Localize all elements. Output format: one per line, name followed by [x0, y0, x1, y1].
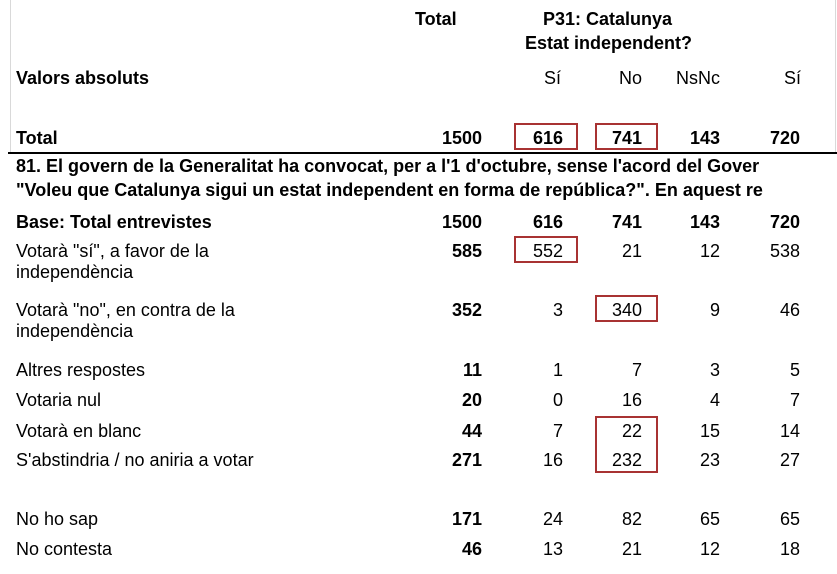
row-cell: 16 [621, 390, 642, 410]
highlight-box [595, 416, 658, 473]
row-label: Altres respostes [16, 360, 146, 380]
row-cell: 23 [699, 450, 720, 470]
base-row-cell: 1500 [441, 212, 482, 232]
row-total-cell: 352 [451, 300, 482, 320]
row-cell: 21 [621, 539, 642, 559]
highlight-box [595, 295, 658, 322]
total-row-cell: 1500 [441, 128, 482, 148]
total-row-cell: 143 [689, 128, 720, 148]
row-total-cell: 271 [451, 450, 482, 470]
row-cell: 18 [779, 539, 800, 559]
highlight-box [595, 123, 658, 150]
row-cell: 12 [699, 539, 720, 559]
row-cell: 13 [542, 539, 563, 559]
question-title: P31: Catalunya [543, 9, 673, 29]
row-cell: 12 [699, 241, 720, 261]
row-total-cell: 20 [461, 390, 482, 410]
question-subtitle: Estat independent? [525, 33, 693, 53]
row-label: No contesta [16, 539, 113, 559]
row-cell: 16 [542, 450, 563, 470]
base-row-cell: 720 [769, 212, 800, 232]
total-row-cell: 720 [769, 128, 800, 148]
row-cell: 15 [699, 421, 720, 441]
row-cell: 3 [552, 300, 563, 320]
base-row-cell: 143 [689, 212, 720, 232]
row-cell: 82 [621, 509, 642, 529]
row-cell: 65 [779, 509, 800, 529]
row-cell: 65 [699, 509, 720, 529]
total-row-cell: 741 [611, 128, 642, 148]
row-cell: 1 [552, 360, 563, 380]
row-label: Votarà en blanc [16, 421, 142, 441]
total-column-header: Total [415, 9, 457, 29]
row-cell: 46 [779, 300, 800, 320]
section-divider [8, 152, 837, 154]
question-text-line-2: "Voleu que Catalunya sigui un estat independent en forma de república?". En aquest re [16, 180, 763, 200]
base-row-cell: 616 [532, 212, 563, 232]
row-cell: 14 [779, 421, 800, 441]
row-total-cell: 585 [451, 241, 482, 261]
col-header-si: Sí [544, 68, 562, 88]
row-cell: 3 [709, 360, 720, 380]
question-text-line-1: 81. El govern de la Generalitat ha convocat, per a l'1 d'octubre, sense l'acord del Gover [16, 156, 760, 176]
base-row-label: Base: Total entrevistes [16, 212, 212, 232]
col-header-no: No [619, 68, 643, 88]
row-total-cell: 44 [461, 421, 482, 441]
row-cell: 538 [769, 241, 800, 261]
row-cell: 9 [709, 300, 720, 320]
row-cell: 27 [779, 450, 800, 470]
col-header-si-2: Sí [784, 68, 802, 88]
row-label: Votarà "sí", a favor de la independència [16, 241, 209, 282]
row-cell: 24 [542, 509, 563, 529]
right-guide-line [835, 0, 836, 152]
row-cell: 4 [709, 390, 720, 410]
highlight-box [514, 236, 578, 263]
row-label: Votaria nul [16, 390, 102, 410]
row-cell: 7 [631, 360, 642, 380]
row-cell: 0 [552, 390, 563, 410]
col-header-nsnc: NsNc [676, 68, 720, 88]
total-row-cell: 616 [532, 128, 563, 148]
row-cell: 7 [789, 390, 800, 410]
row-total-cell: 46 [461, 539, 482, 559]
row-label: S'abstindria / no aniria a votar [16, 450, 254, 470]
row-cell: 5 [789, 360, 800, 380]
row-label: Votarà "no", en contra de la independència [16, 300, 235, 341]
highlight-box [514, 123, 578, 150]
row-label: No ho sap [16, 509, 99, 529]
row-cell: 340 [611, 300, 642, 320]
row-cell: 7 [552, 421, 563, 441]
total-row-label: Total [16, 128, 58, 148]
row-total-cell: 171 [451, 509, 482, 529]
row-total-cell: 11 [462, 360, 482, 380]
left-guide-line [10, 0, 11, 152]
row-cell: 21 [621, 241, 642, 261]
row-cell: 232 [611, 450, 642, 470]
base-row-cell: 741 [611, 212, 642, 232]
row-cell: 552 [532, 241, 563, 261]
values-label: Valors absoluts [16, 68, 150, 88]
row-cell: 22 [621, 421, 642, 441]
